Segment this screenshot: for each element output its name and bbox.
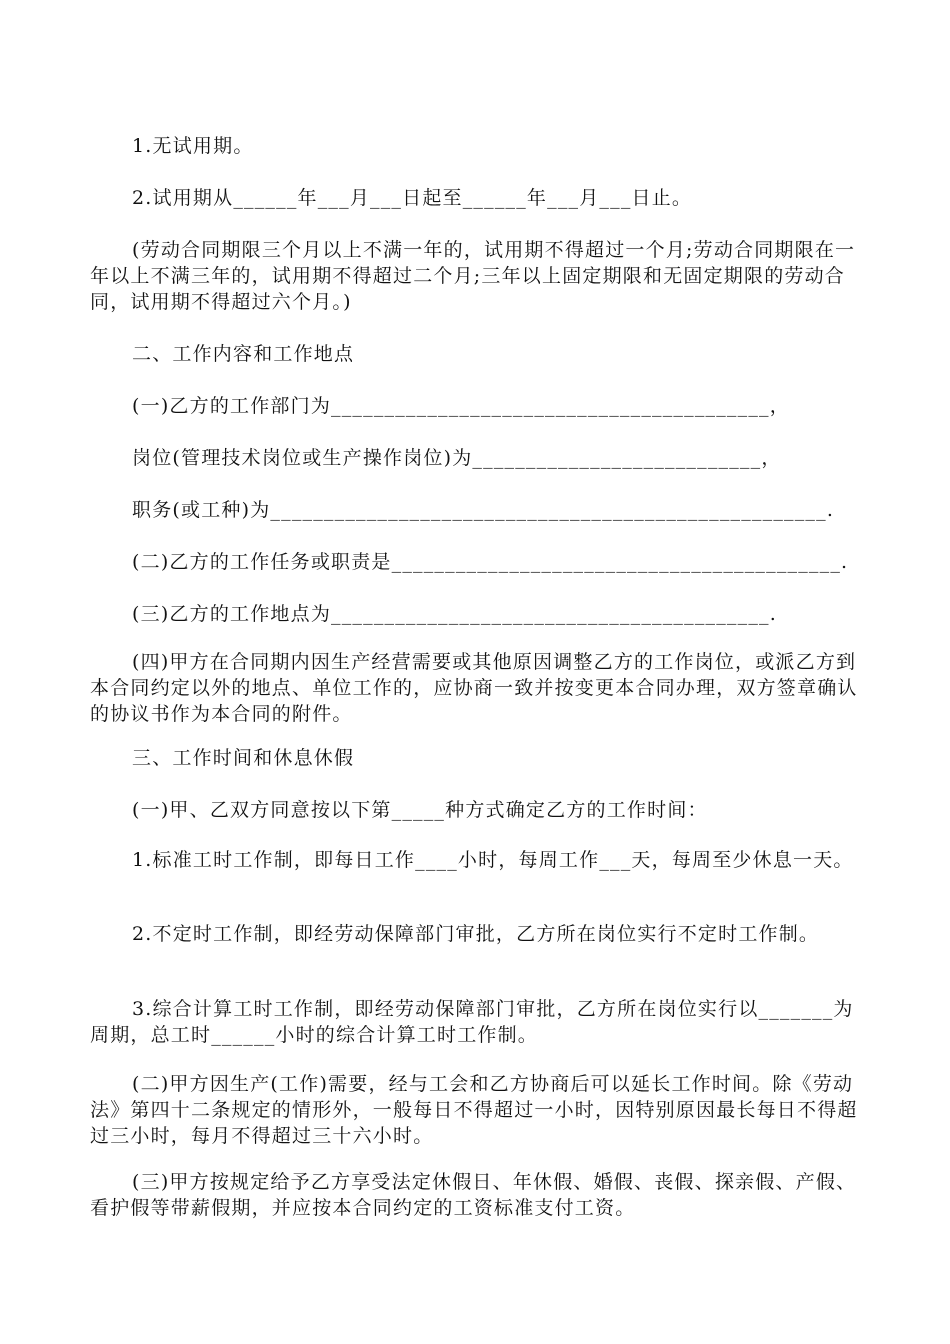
paragraph-duties: (二)乙方的工作任务或职责是__________________________________________. (132, 551, 849, 573)
paragraph-overtime: (二)甲方因生产(工作)需要，经与工会和乙方协商后可以延长工作时间。除《劳动法》第四十二条规定的情形外，一般每日不得超过一小时，因特别原因最长每日不得超过三小时，每月不得超过三十六小时。 (90, 1073, 858, 1147)
paragraph-paid-leave: (三)甲方按规定给予乙方享受法定休假日、年休假、婚假、丧假、探亲假、产假、看护假等带薪假期，并应按本合同约定的工资标准支付工资。 (90, 1171, 857, 1219)
paragraph-position-adjustment: (四)甲方在合同期内因生产经营需要或其他原因调整乙方的工作岗位，或派乙方到本合同约定以外的地点、单位工作的，应协商一致并按变更本合同办理，双方签章确认的协议书作为本合同的附件。 (90, 651, 858, 725)
paragraph-job-title: 职务(或工种)为____________________________________________________. (132, 499, 835, 521)
section-heading-work-content: 二、工作内容和工作地点 (132, 343, 355, 365)
section-heading-work-hours: 三、工作时间和休息休假 (132, 747, 355, 769)
paragraph-standard-hours: 1.标准工时工作制，即每日工作____小时，每周工作___天，每周至少休息一天。 (132, 849, 854, 871)
paragraph-work-department: (一)乙方的工作部门为_________________________________________， (132, 395, 790, 417)
paragraph-work-location: (三)乙方的工作地点为_________________________________________. (132, 603, 777, 625)
paragraph-no-probation: 1.无试用期。 (132, 135, 254, 157)
paragraph-work-hours-method: (一)甲、乙双方同意按以下第_____种方式确定乙方的工作时间： (132, 799, 708, 821)
paragraph-position: 岗位(管理技术岗位或生产操作岗位)为___________________________， (132, 447, 782, 469)
paragraph-probation-period: 2.试用期从______年___月___日起至______年___月___日止。 (132, 187, 693, 209)
paragraph-comprehensive-hours: 3.综合计算工时工作制，即经劳动保障部门审批，乙方所在岗位实行以_______为周期，总工时______小时的综合计算工时工作制。 (90, 998, 854, 1046)
paragraph-flexible-hours: 2.不定时工作制，即经劳动保障部门审批，乙方所在岗位实行不定时工作制。 (132, 923, 820, 945)
paragraph-probation-note: (劳动合同期限三个月以上不满一年的，试用期不得超过一个月;劳动合同期限在一年以上不满三年的，试用期不得超过二个月;三年以上固定期限和无固定期限的劳动合同，试用期不得超过六个月。) (90, 239, 856, 313)
